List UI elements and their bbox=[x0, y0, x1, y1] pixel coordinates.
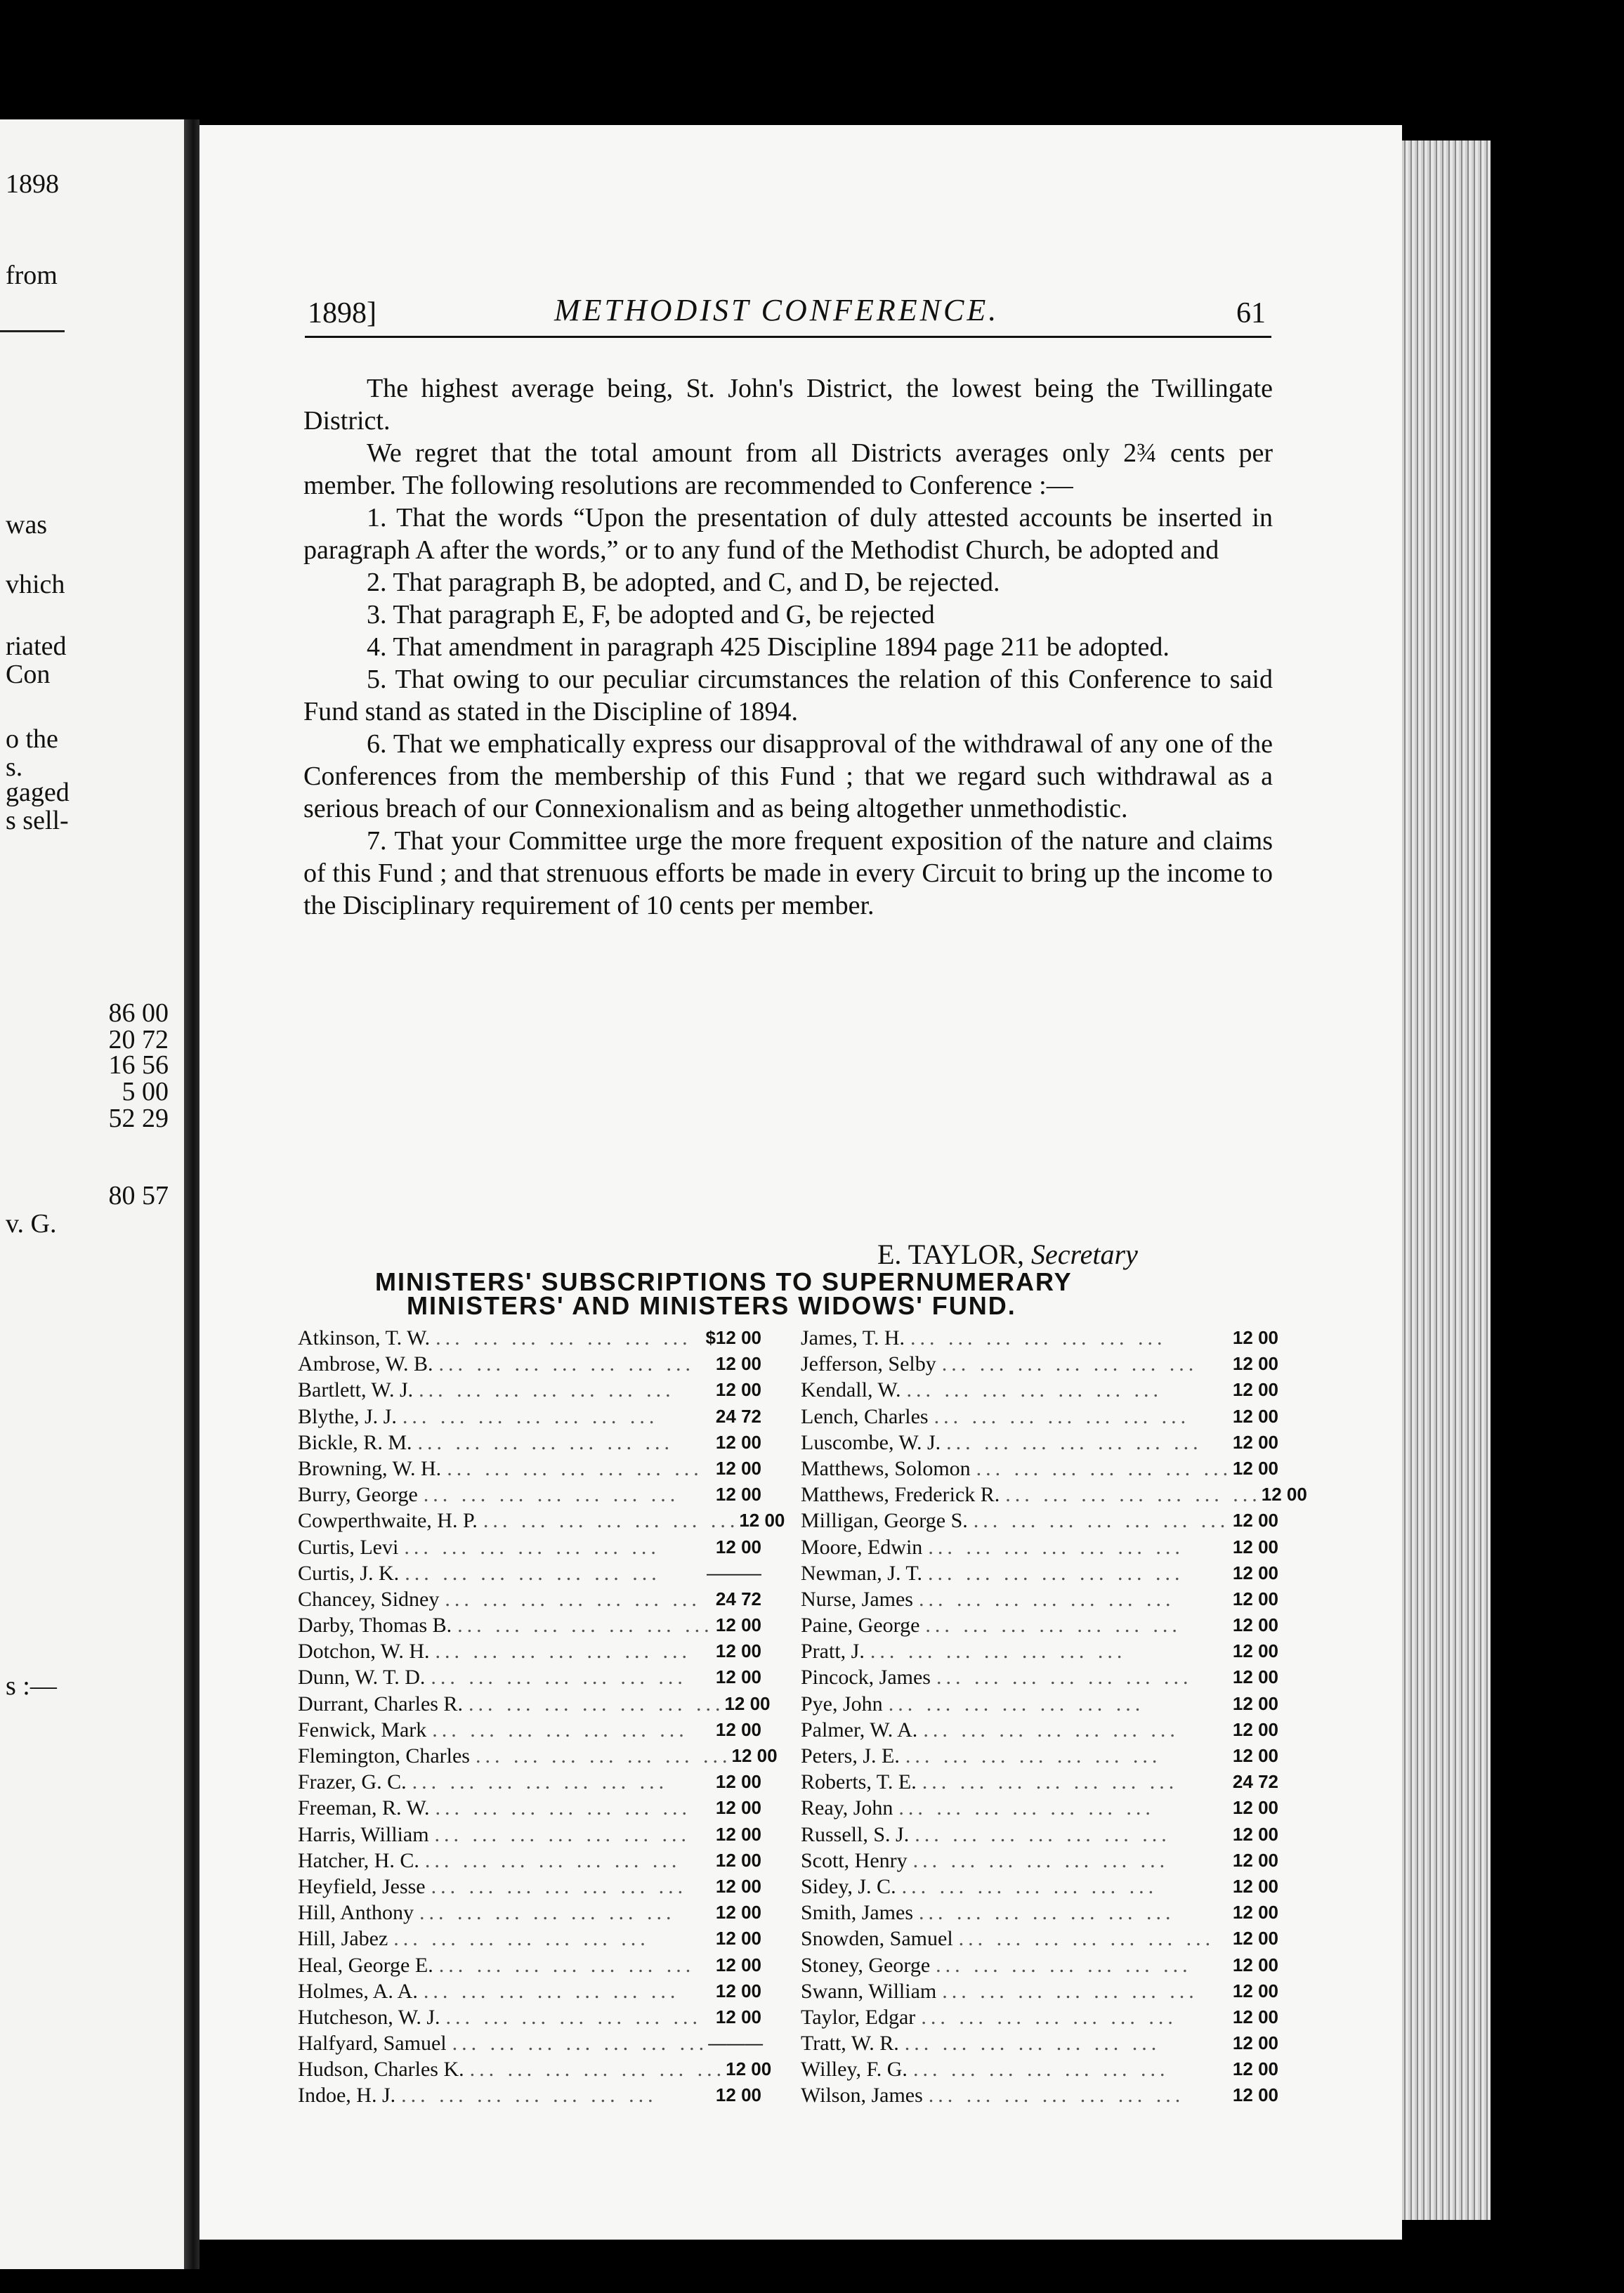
minister-name: Russell, S. J. bbox=[801, 1822, 910, 1846]
subscription-row bbox=[801, 1952, 1278, 1978]
subscription-row bbox=[298, 1926, 761, 1952]
previous-page-text-fragment: 5 00 bbox=[122, 1077, 169, 1106]
leader-dots: ... ... ... ... ... ... ... bbox=[431, 1874, 688, 1898]
leader-dots: ... ... ... ... ... ... ... bbox=[905, 1744, 1162, 1768]
subscription-row bbox=[801, 1743, 1278, 1769]
subscription-amount: 12 00 bbox=[1232, 1431, 1278, 1453]
subscription-amount: 12 00 bbox=[715, 1902, 761, 1923]
minister-name: Pye, John bbox=[801, 1692, 883, 1716]
minister-name: Fenwick, Mark bbox=[298, 1718, 427, 1742]
subscription-row bbox=[801, 1900, 1278, 1926]
subscription-amount: 12 00 bbox=[1232, 1849, 1278, 1871]
book-page bbox=[199, 125, 1402, 2240]
leader-dots: ... ... ... ... ... ... ... bbox=[417, 1430, 674, 1454]
subscription-amount: 12 00 bbox=[1232, 1980, 1278, 2001]
resolution-paragraph: 7. That your Committee urge the more frequent exposition of the nature and claims of this Fund ; and that strenuous efforts be made in every Circuit to bring up the income to the Disciplinary requirement of 10 cents per member. bbox=[303, 826, 1273, 920]
subscription-amount: 12 00 bbox=[715, 1536, 761, 1557]
subscription-row bbox=[298, 1900, 761, 1926]
minister-name: Blythe, J. J. bbox=[298, 1404, 397, 1428]
previous-page-text-fragment: 86 00 bbox=[108, 998, 169, 1028]
subscription-row bbox=[801, 1717, 1278, 1743]
minister-name: Cowperthwaite, H. P. bbox=[298, 1509, 478, 1533]
subscription-row bbox=[801, 2082, 1278, 2108]
minister-name: Halfyard, Samuel bbox=[298, 2032, 447, 2056]
subscription-amount: 12 00 bbox=[1232, 1562, 1278, 1583]
book-gutter bbox=[184, 119, 199, 2269]
subscription-amount: 12 00 bbox=[1232, 1327, 1278, 1348]
subscription-row bbox=[801, 1534, 1278, 1560]
report-paragraph: The highest average being, St. John's District, the lowest being the Twillingate District. bbox=[303, 374, 1273, 436]
subscription-amount: 12 00 bbox=[731, 1745, 778, 1766]
minister-name: Milligan, George S. bbox=[801, 1509, 968, 1533]
subscription-row bbox=[298, 1717, 761, 1743]
subscription-amount: 12 00 bbox=[715, 1379, 761, 1401]
subscription-amount: 12 00 bbox=[715, 1484, 761, 1505]
leader-dots: ... ... ... ... ... ... ... bbox=[404, 1535, 660, 1559]
previous-page-text-fragment: 16 56 bbox=[108, 1050, 169, 1080]
subscription-row bbox=[298, 2004, 761, 2030]
subscription-row bbox=[298, 2082, 761, 2108]
subscription-row bbox=[801, 1691, 1278, 1717]
resolution-paragraph: 6. That we emphatically express our disapproval of the withdrawal of any one of the Conferences from the membership of this Fund ; that we regard such withdrawal as a serious breach of our Connexionalism and as being altogether unmethodistic. bbox=[303, 729, 1273, 823]
subscription-amount: 12 00 bbox=[715, 1457, 761, 1479]
subscription-row bbox=[298, 2056, 772, 2082]
minister-name: Matthews, Solomon bbox=[801, 1456, 971, 1480]
subscription-amount: 12 00 bbox=[715, 1849, 761, 1871]
subscription-row bbox=[801, 1482, 1307, 1508]
subscription-amount: 12 00 bbox=[715, 1823, 761, 1845]
leader-dots: ... ... ... ... ... ... ... bbox=[921, 2005, 1177, 2029]
minister-name: Nurse, James bbox=[801, 1587, 913, 1611]
leader-dots: ... ... ... ... ... ... ... bbox=[922, 1770, 1179, 1794]
leader-dots: ... ... ... ... ... ... ... bbox=[870, 1640, 1127, 1664]
previous-page-text-fragment: riated bbox=[6, 632, 67, 661]
subscription-row bbox=[298, 1874, 761, 1900]
leader-dots: ... ... ... ... ... ... ... bbox=[434, 1822, 691, 1846]
leader-dots: ... ... ... ... ... ... ... bbox=[936, 1666, 1193, 1690]
subscription-amount: 24 72 bbox=[1232, 1771, 1278, 1793]
leader-dots: ... ... ... ... ... ... ... bbox=[928, 2084, 1185, 2108]
previous-page-text-fragment: gaged bbox=[6, 778, 70, 807]
minister-name: Chancey, Sidney bbox=[298, 1587, 440, 1611]
subscription-amount: ——— bbox=[708, 2032, 764, 2054]
minister-name: Dotchon, W. H. bbox=[298, 1640, 430, 1664]
subscription-amount: 12 00 bbox=[1232, 2058, 1278, 2080]
leader-dots: ... ... ... ... ... ... ... bbox=[435, 1640, 691, 1664]
subscription-amount: 12 00 bbox=[726, 2058, 772, 2080]
leader-dots: ... ... ... ... ... ... ... bbox=[432, 1718, 688, 1742]
leader-dots: ... ... ... ... ... ... ... bbox=[445, 2005, 702, 2029]
minister-name: Palmer, W. A. bbox=[801, 1718, 918, 1742]
subscription-amount: 12 00 bbox=[715, 1875, 761, 1897]
subscription-row bbox=[298, 1430, 761, 1456]
subscription-row bbox=[298, 1404, 761, 1430]
previous-page-text-fragment: 20 72 bbox=[108, 1025, 169, 1054]
subscription-amount: 12 00 bbox=[715, 1928, 761, 1949]
subscription-row bbox=[298, 1534, 761, 1560]
subscription-amount: 12 00 bbox=[1232, 1353, 1278, 1375]
subscription-amount: 12 00 bbox=[715, 1614, 761, 1636]
previous-page-fragment bbox=[0, 119, 184, 2269]
subscription-amount: $12 00 bbox=[705, 1327, 761, 1348]
leader-dots: ... ... ... ... ... ... ... bbox=[918, 1587, 1175, 1611]
minister-name: Stoney, George bbox=[801, 1953, 931, 1977]
subscription-row bbox=[801, 1351, 1278, 1377]
subscription-row bbox=[298, 1769, 761, 1795]
subscription-row bbox=[801, 2004, 1278, 2030]
minister-name: Snowden, Samuel bbox=[801, 1927, 953, 1951]
page-number: 61 bbox=[1236, 297, 1266, 329]
subscription-row bbox=[801, 1638, 1278, 1664]
subscription-amount: 12 00 bbox=[715, 1980, 761, 2001]
minister-name: Holmes, A. A. bbox=[298, 1979, 418, 2003]
subscription-amount: 12 00 bbox=[1232, 1692, 1278, 1714]
leader-dots: ... ... ... ... ... ... ... bbox=[946, 1430, 1203, 1454]
leader-dots: ... ... ... ... ... ... ... bbox=[898, 1796, 1155, 1820]
leader-dots: ... ... ... ... ... ... ... bbox=[419, 1378, 675, 1402]
subscription-amount: 12 00 bbox=[1232, 1666, 1278, 1688]
subscription-row bbox=[298, 1952, 761, 1978]
minister-name: Smith, James bbox=[801, 1901, 914, 1925]
subscription-amount: 12 00 bbox=[1232, 1510, 1278, 1531]
subscription-row bbox=[298, 1560, 761, 1586]
minister-name: Pincock, James bbox=[801, 1666, 931, 1690]
leader-dots: ... ... ... ... ... ... ... bbox=[405, 1561, 661, 1585]
leader-dots: ... ... ... ... ... ... ... bbox=[1005, 1483, 1262, 1507]
subscription-row bbox=[801, 1586, 1278, 1612]
leader-dots: ... ... ... ... ... ... ... bbox=[928, 1535, 1184, 1559]
subscription-row bbox=[801, 1848, 1278, 1874]
subscription-amount: 12 00 bbox=[1232, 1902, 1278, 1923]
signature-title: Secretary bbox=[1031, 1239, 1138, 1270]
leader-dots: ... ... ... ... ... ... ... bbox=[431, 1666, 687, 1690]
previous-page-text-fragment: 1898 bbox=[6, 169, 59, 199]
subscription-amount: 12 00 bbox=[1232, 2006, 1278, 2027]
leader-dots: ... ... ... ... ... ... ... bbox=[483, 1509, 740, 1533]
page-edge-stack bbox=[1402, 141, 1491, 2220]
minister-name: Browning, W. H. bbox=[298, 1456, 442, 1480]
subscription-row bbox=[801, 1769, 1278, 1795]
minister-name: Durrant, Charles R. bbox=[298, 1692, 463, 1716]
subscription-row bbox=[801, 1404, 1278, 1430]
minister-name: Kendall, W. bbox=[801, 1378, 901, 1402]
report-paragraph: We regret that the total amount from all Districts averages only 2¾ cents per member. The following resolutions are recommended to Conference :— bbox=[303, 438, 1273, 500]
leader-dots: ... ... ... ... ... ... ... bbox=[419, 1901, 676, 1925]
subscription-row bbox=[298, 1795, 761, 1821]
subscription-amount: 12 00 bbox=[1232, 1379, 1278, 1401]
minister-name: Jefferson, Selby bbox=[801, 1352, 936, 1376]
subscription-amount: 12 00 bbox=[1232, 1954, 1278, 1975]
signature-name: E. TAYLOR, bbox=[877, 1239, 1025, 1270]
subscription-row bbox=[801, 2056, 1278, 2082]
subscription-row bbox=[298, 1978, 761, 2004]
leader-dots: ... ... ... ... ... ... ... bbox=[906, 1378, 1163, 1402]
subscription-amount: 24 72 bbox=[715, 1405, 761, 1427]
minister-name: Roberts, T. E. bbox=[801, 1770, 917, 1794]
subscription-row bbox=[801, 1978, 1278, 2004]
minister-name: Indoe, H. J. bbox=[298, 2084, 396, 2108]
minister-name: Ambrose, W. B. bbox=[298, 1352, 433, 1376]
leader-dots: ... ... ... ... ... ... ... bbox=[447, 1456, 703, 1480]
subscription-amount: 12 00 bbox=[1232, 2084, 1278, 2106]
subscription-row bbox=[801, 1430, 1278, 1456]
leader-dots: ... ... ... ... ... ... ... bbox=[934, 1404, 1191, 1428]
subscriptions-list-right bbox=[801, 1325, 1307, 2109]
subscription-row bbox=[801, 1560, 1278, 1586]
leader-dots: ... ... ... ... ... ... ... bbox=[436, 1326, 692, 1350]
subscription-row bbox=[801, 1377, 1278, 1403]
previous-page-text-fragment: o the bbox=[6, 724, 58, 754]
section-heading-line-2: MINISTERS' AND MINISTERS WIDOWS' FUND. bbox=[407, 1291, 1016, 1320]
leader-dots: ... ... ... ... ... ... ... bbox=[445, 1587, 701, 1611]
leader-dots: ... ... ... ... ... ... ... bbox=[958, 1927, 1215, 1951]
minister-name: Bartlett, W. J. bbox=[298, 1378, 414, 1402]
minister-name: Dunn, W. T. D. bbox=[298, 1666, 426, 1690]
subscription-amount: 12 00 bbox=[1232, 1823, 1278, 1845]
minister-name: Luscombe, W. J. bbox=[801, 1430, 941, 1454]
subscription-row bbox=[298, 1325, 761, 1351]
minister-name: Matthews, Frederick R. bbox=[801, 1483, 1000, 1507]
leader-dots: ... ... ... ... ... ... ... bbox=[904, 2032, 1161, 2056]
minister-name: Harris, William bbox=[298, 1822, 429, 1846]
subscription-row bbox=[801, 2030, 1278, 2056]
subscription-amount: 12 00 bbox=[715, 2006, 761, 2027]
subscription-row bbox=[298, 1743, 778, 1769]
previous-page-text-fragment: 80 57 bbox=[108, 1181, 169, 1210]
subscription-row bbox=[801, 1664, 1278, 1690]
leader-dots: ... ... ... ... ... ... ... bbox=[393, 1927, 650, 1951]
leader-dots: ... ... ... ... ... ... ... bbox=[928, 1561, 1184, 1585]
leader-dots: ... ... ... ... ... ... ... bbox=[919, 1901, 1175, 1925]
leader-dots: ... ... ... ... ... ... ... bbox=[901, 1874, 1158, 1898]
subscription-row bbox=[298, 1377, 761, 1403]
leader-dots: ... ... ... ... ... ... ... bbox=[457, 1614, 714, 1638]
leader-dots: ... ... ... ... ... ... ... bbox=[912, 1848, 1170, 1872]
subscription-amount: 12 00 bbox=[715, 1718, 761, 1740]
committee-report-text bbox=[303, 372, 1273, 922]
minister-name: Curtis, J. K. bbox=[298, 1561, 400, 1585]
leader-dots: ... ... ... ... ... ... ... bbox=[910, 1326, 1167, 1350]
subscription-row bbox=[298, 1586, 761, 1612]
minister-name: Moore, Edwin bbox=[801, 1535, 923, 1559]
previous-page-text-fragment: vhich bbox=[6, 570, 65, 599]
minister-name: Tratt, W. R. bbox=[801, 2032, 899, 2056]
section-heading-line-1: MINISTERS' SUBSCRIPTIONS TO SUPERNUMERARY bbox=[375, 1267, 1073, 1296]
subscription-amount: 12 00 bbox=[1232, 1875, 1278, 1897]
subscription-row bbox=[801, 1926, 1278, 1952]
leader-dots: ... ... ... ... ... ... ... bbox=[942, 1979, 1198, 2003]
minister-name: Atkinson, T. W. bbox=[298, 1326, 431, 1350]
leader-dots: ... ... ... ... ... ... ... bbox=[976, 1456, 1233, 1480]
subscription-amount: 12 00 bbox=[1232, 1405, 1278, 1427]
subscription-amount: 12 00 bbox=[739, 1510, 785, 1531]
minister-name: Frazer, G. C. bbox=[298, 1770, 407, 1794]
minister-name: Swann, William bbox=[801, 1979, 937, 2003]
subscription-row bbox=[298, 1638, 761, 1664]
minister-name: Bickle, R. M. bbox=[298, 1430, 412, 1454]
minister-name: Hill, Anthony bbox=[298, 1901, 414, 1925]
subscription-row bbox=[801, 1795, 1278, 1821]
previous-page-text-fragment: from bbox=[6, 261, 58, 290]
subscription-amount: 12 00 bbox=[1232, 1928, 1278, 1949]
subscription-amount: 12 00 bbox=[715, 1771, 761, 1793]
subscription-row bbox=[801, 1612, 1278, 1638]
subscription-row bbox=[298, 1482, 761, 1508]
leader-dots: ... ... ... ... ... ... ... bbox=[912, 2058, 1170, 2082]
minister-name: Paine, George bbox=[801, 1614, 920, 1638]
subscription-amount: 12 00 bbox=[1232, 1745, 1278, 1766]
minister-name: Taylor, Edgar bbox=[801, 2005, 916, 2029]
minister-name: Flemington, Charles bbox=[298, 1744, 470, 1768]
subscription-amount: 12 00 bbox=[715, 1431, 761, 1453]
minister-name: Wilson, James bbox=[801, 2084, 923, 2108]
leader-dots: ... ... ... ... ... ... ... bbox=[941, 1352, 1198, 1376]
subscription-amount: 12 00 bbox=[715, 1353, 761, 1375]
previous-page-text-fragment: v. G. bbox=[6, 1209, 57, 1239]
running-header-year: 1898] bbox=[308, 297, 376, 329]
subscription-row bbox=[801, 1508, 1278, 1534]
minister-name: Hill, Jabez bbox=[298, 1927, 388, 1951]
subscription-amount: 12 00 bbox=[715, 2084, 761, 2106]
subscription-amount: 12 00 bbox=[715, 1640, 761, 1662]
subscription-row bbox=[298, 1664, 761, 1690]
signature bbox=[877, 1238, 1138, 1271]
minister-name: Reay, John bbox=[801, 1796, 893, 1820]
leader-dots: ... ... ... ... ... ... ... bbox=[412, 1770, 669, 1794]
subscription-row bbox=[801, 1874, 1278, 1900]
subscription-amount: 12 00 bbox=[1232, 1614, 1278, 1636]
previous-page-text-fragment: was bbox=[6, 510, 48, 540]
resolution-paragraph: 5. That owing to our peculiar circumstances the relation of this Conference to said Fund stand as stated in the Discipline of 1894. bbox=[303, 665, 1273, 726]
minister-name: Lench, Charles bbox=[801, 1404, 929, 1428]
subscription-amount: 12 00 bbox=[1232, 1457, 1278, 1479]
minister-name: Heyfield, Jesse bbox=[298, 1874, 426, 1898]
leader-dots: ... ... ... ... ... ... ... bbox=[469, 2058, 726, 2082]
leader-dots: ... ... ... ... ... ... ... bbox=[923, 1718, 1179, 1742]
leader-dots: ... ... ... ... ... ... ... bbox=[435, 1796, 691, 1820]
leader-dots: ... ... ... ... ... ... ... bbox=[452, 2032, 709, 2056]
subscription-amount: 24 72 bbox=[715, 1588, 761, 1609]
minister-name: Scott, Henry bbox=[801, 1848, 908, 1872]
minister-name: Hatcher, H. C. bbox=[298, 1848, 419, 1872]
leader-dots: ... ... ... ... ... ... ... bbox=[468, 1692, 725, 1716]
subscription-row bbox=[298, 1822, 761, 1848]
minister-name: Freeman, R. W. bbox=[298, 1796, 430, 1820]
minister-name: Hutcheson, W. J. bbox=[298, 2005, 440, 2029]
subscription-row bbox=[298, 1612, 761, 1638]
previous-page-text-fragment: s. bbox=[6, 752, 23, 782]
resolution-paragraph: 4. That amendment in paragraph 425 Discipline 1894 page 211 be adopted. bbox=[367, 632, 1170, 662]
leader-dots: ... ... ... ... ... ... ... bbox=[925, 1614, 1181, 1638]
subscription-row bbox=[298, 1351, 761, 1377]
leader-dots: ... ... ... ... ... ... ... bbox=[438, 1352, 695, 1376]
resolution-paragraph: 2. That paragraph B, be adopted, and C, and D, be rejected. bbox=[367, 568, 1000, 597]
running-header-title: METHODIST CONFERENCE. bbox=[554, 293, 1000, 327]
subscription-row bbox=[298, 1691, 771, 1717]
minister-name: Peters, J. E. bbox=[801, 1744, 900, 1768]
minister-name: James, T. H. bbox=[801, 1326, 905, 1350]
header-rule bbox=[305, 336, 1271, 338]
leader-dots: ... ... ... ... ... ... ... bbox=[915, 1822, 1171, 1846]
subscription-row bbox=[801, 1822, 1278, 1848]
leader-dots: ... ... ... ... ... ... ... bbox=[423, 1979, 680, 2003]
previous-page-text-fragment: Con bbox=[6, 660, 51, 689]
subscription-amount: 12 00 bbox=[724, 1692, 771, 1714]
leader-dots: ... ... ... ... ... ... ... bbox=[401, 2084, 657, 2108]
subscription-amount: 12 00 bbox=[715, 1797, 761, 1819]
subscription-amount: ——— bbox=[707, 1562, 761, 1583]
subscription-amount: 12 00 bbox=[1232, 2032, 1278, 2054]
subscription-amount: 12 00 bbox=[715, 1666, 761, 1688]
subscription-row bbox=[298, 1456, 761, 1482]
resolution-paragraph: 3. That paragraph E, F, be adopted and G, be rejected bbox=[367, 600, 935, 629]
previous-page-text-fragment: s :— bbox=[6, 1671, 57, 1701]
subscription-amount: 12 00 bbox=[1232, 1536, 1278, 1557]
minister-name: Hudson, Charles K. bbox=[298, 2058, 464, 2082]
subscription-row bbox=[801, 1456, 1278, 1482]
minister-name: Heal, George E. bbox=[298, 1953, 433, 1977]
leader-dots: ... ... ... ... ... ... ... bbox=[888, 1692, 1145, 1716]
minister-name: Curtis, Levi bbox=[298, 1535, 399, 1559]
subscription-row bbox=[298, 1508, 785, 1534]
leader-dots: ... ... ... ... ... ... ... bbox=[438, 1953, 695, 1977]
subscription-amount: 12 00 bbox=[1261, 1484, 1307, 1505]
leader-dots: ... ... ... ... ... ... ... bbox=[973, 1509, 1230, 1533]
leader-dots: ... ... ... ... ... ... ... bbox=[936, 1953, 1192, 1977]
leader-dots: ... ... ... ... ... ... ... bbox=[423, 1483, 680, 1507]
minister-name: Newman, J. T. bbox=[801, 1561, 923, 1585]
subscription-amount: 12 00 bbox=[1232, 1588, 1278, 1609]
subscription-amount: 12 00 bbox=[1232, 1640, 1278, 1662]
subscription-amount: 12 00 bbox=[1232, 1797, 1278, 1819]
subscription-amount: 12 00 bbox=[715, 1954, 761, 1975]
resolution-paragraph: 1. That the words “Upon the presentation of duly attested accounts be inserted in paragraph A after the words,” or to any fund of the Methodist Church, be adopted and bbox=[303, 503, 1273, 565]
subscription-row bbox=[801, 1325, 1278, 1351]
leader-dots: ... ... ... ... ... ... ... bbox=[402, 1404, 659, 1428]
leader-dots: ... ... ... ... ... ... ... bbox=[475, 1744, 732, 1768]
subscription-amount: 12 00 bbox=[1232, 1718, 1278, 1740]
minister-name: Burry, George bbox=[298, 1483, 418, 1507]
previous-page-text-fragment: 52 29 bbox=[108, 1104, 169, 1133]
leader-dots: ... ... ... ... ... ... ... bbox=[424, 1848, 681, 1872]
subscriptions-list-left bbox=[298, 1325, 785, 2109]
previous-page-text-fragment: s sell- bbox=[6, 806, 69, 835]
previous-page-rule bbox=[0, 330, 65, 332]
minister-name: Pratt, J. bbox=[801, 1640, 865, 1664]
subscription-row bbox=[298, 1848, 761, 1874]
minister-name: Willey, F. G. bbox=[801, 2058, 908, 2082]
subscription-row bbox=[298, 2030, 764, 2056]
minister-name: Sidey, J. C. bbox=[801, 1874, 896, 1898]
minister-name: Darby, Thomas B. bbox=[298, 1614, 452, 1638]
